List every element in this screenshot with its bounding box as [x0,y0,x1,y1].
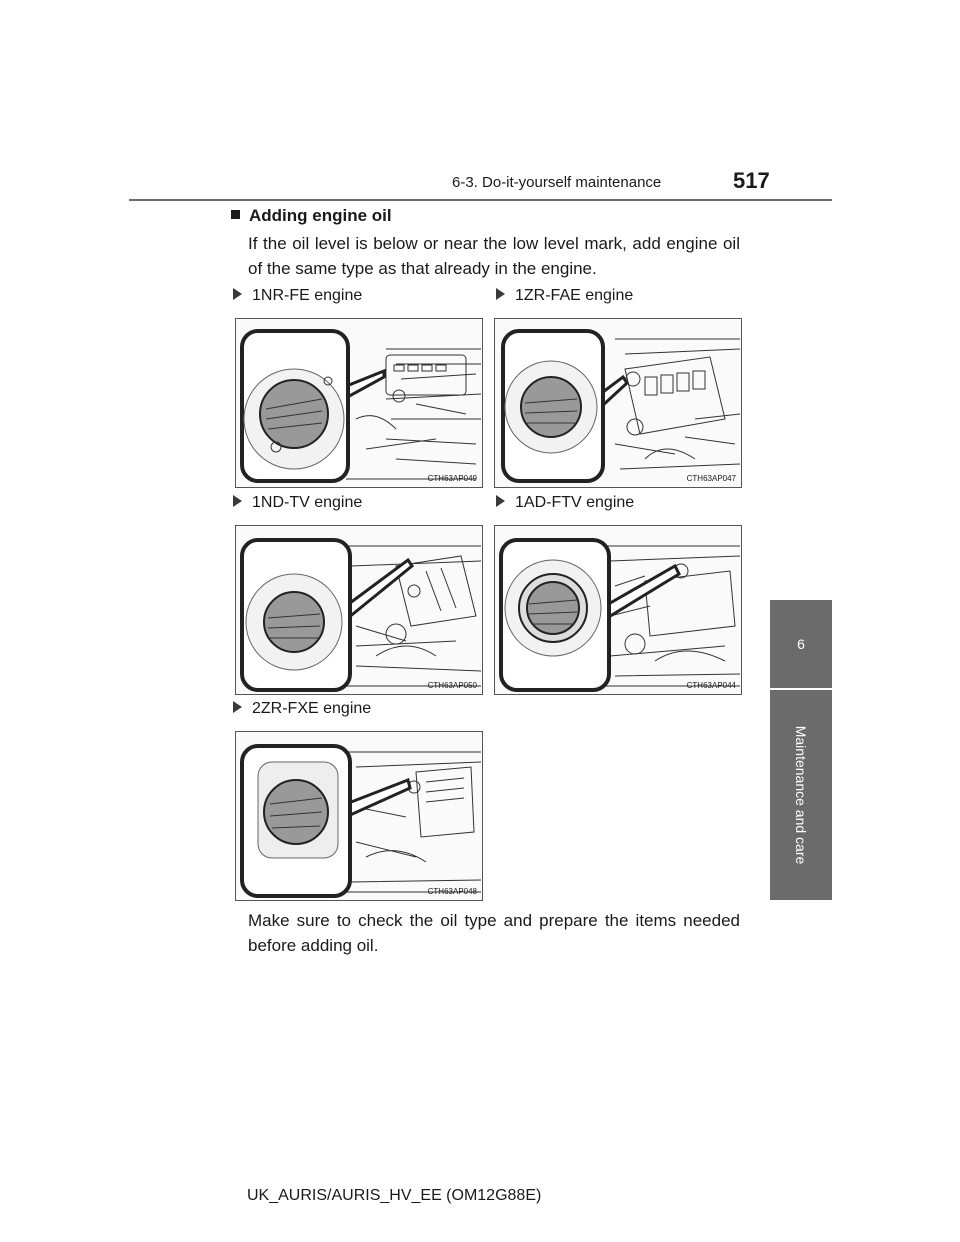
triangle-bullet-icon [233,495,242,507]
triangle-bullet-icon [496,495,505,507]
square-bullet-icon [231,210,240,219]
figure-1ad-ftv [494,525,742,695]
header-section-title: 6-3. Do-it-yourself maintenance [452,174,662,191]
figure-code: CTH63AP048 [427,887,477,896]
engine-illustration [495,526,742,695]
engine-label-2zr-fxe: 2ZR-FXE engine [233,700,371,718]
triangle-bullet-icon [233,288,242,300]
figure-1nd-tv [235,525,483,695]
engine-illustration [236,319,483,488]
footer-doc-id: UK_AURIS/AURIS_HV_EE (OM12G88E) [247,1187,542,1204]
figure-2zr-fxe [235,731,483,901]
side-tab-number: 6 [770,600,832,688]
figure-code: CTH63AP044 [686,681,736,690]
side-tab-label [770,690,832,900]
side-tab-label-text: Maintenance and care [793,725,809,865]
engine-illustration [236,732,483,901]
figure-code: CTH63AP050 [427,681,477,690]
engine-illustration [495,319,742,488]
engine-label-1nd-tv: 1ND-TV engine [233,494,362,512]
figure-1nr-fe [235,318,483,488]
engine-label-1zr-fae: 1ZR-FAE engine [496,287,633,305]
figure-code: CTH63AP049 [427,474,477,483]
section-title-text: Adding engine oil [249,206,392,225]
section-title [231,206,392,226]
intro-paragraph: If the oil level is below or near the low level mark, add engine oil of the same type as that already in the engine. [248,234,740,278]
figure-1zr-fae [494,318,742,488]
triangle-bullet-icon [233,701,242,713]
closing-paragraph: Make sure to check the oil type and prepare the items needed before adding oil. [248,911,740,955]
figure-code: CTH63AP047 [686,474,736,483]
header-rule [129,199,832,201]
triangle-bullet-icon [496,288,505,300]
engine-illustration [236,526,483,695]
page-number: 517 [733,168,770,193]
engine-label-1ad-ftv: 1AD-FTV engine [496,494,634,512]
engine-label-1nr-fe: 1NR-FE engine [233,287,362,305]
